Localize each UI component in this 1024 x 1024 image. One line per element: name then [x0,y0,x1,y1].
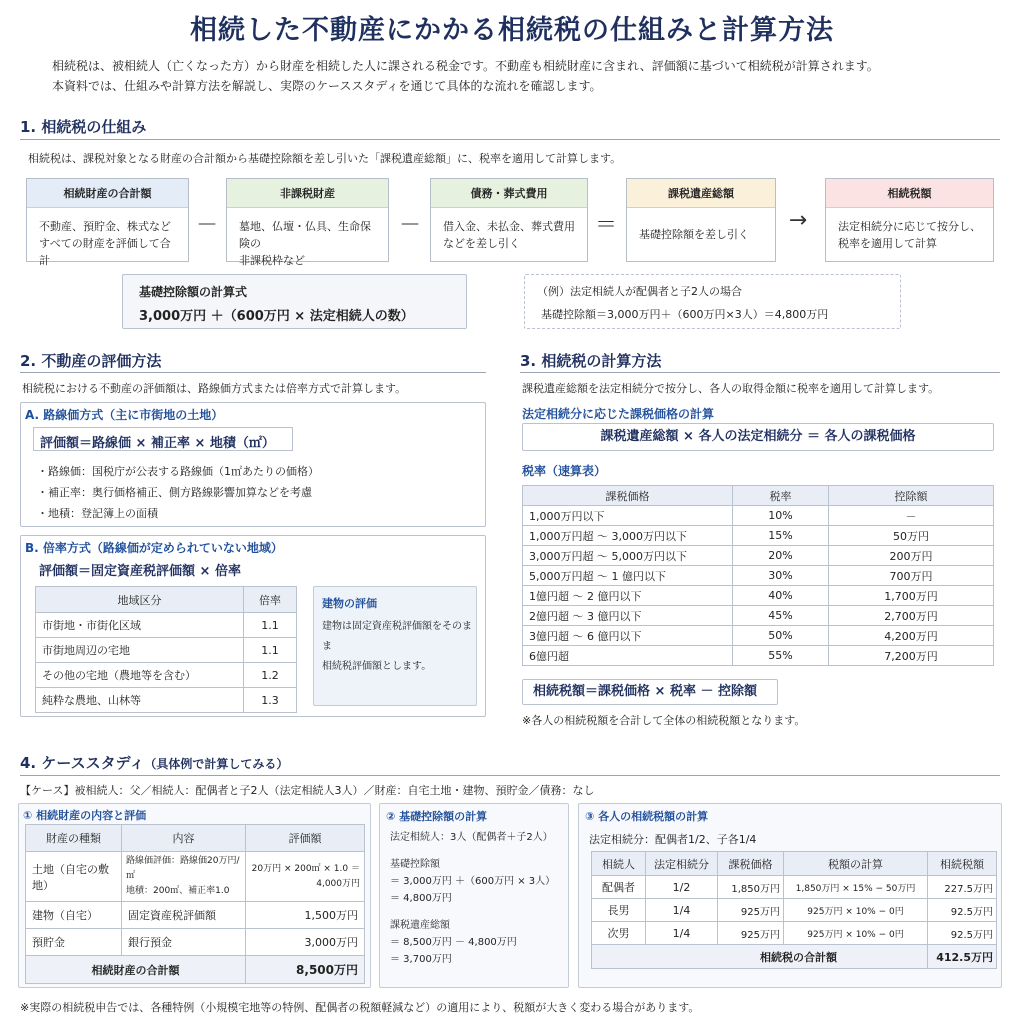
case-tax-table [591,851,997,969]
section-1-divider [20,139,1000,140]
table-row [523,506,994,526]
table-cell: 925万円 × 10% − 0円 [784,899,928,922]
table-cell: 1/2 [646,876,718,899]
table-cell: 92.5万円 [928,899,997,922]
table-cell: 預貯金 [26,929,122,956]
flow-box-inheritance-tax [825,178,994,262]
table-cell: 市街地・市街化区域 [36,613,244,638]
table-header: 倍率 [244,587,297,613]
cell-line: 4,000万円 [316,878,360,889]
table-cell: 1,000万円以下 [523,506,733,526]
table-cell: 3億円超 ～ 6 億円以下 [523,626,733,646]
table-cell: 925万円 [718,899,784,922]
table-cell: 建物（自宅） [26,902,122,929]
table-row [36,638,297,663]
multiplier-method-box [20,535,486,717]
table-cell: 配偶者 [592,876,646,899]
tax-rate-table [522,485,994,666]
taxable-estate-line: ＝ 8,500万円 － 4,800万円 [390,937,517,948]
flow-box-text: などを差し引く [443,237,520,250]
section-2-divider [20,372,486,373]
share-calc-title: 法定相続分に応じた課税価格の計算 [522,407,715,421]
statutory-shares: 法定相続分：配偶者1/2、子各1/4 [589,833,757,846]
route-price-item: ・地積：登記簿上の面積 [37,507,158,520]
table-cell: 50% [733,626,829,646]
flow-box-text: 不動産、預貯金、株式など [39,220,171,233]
multiplier-title: B. 倍率方式（路線価が定められていない地域） [25,541,283,555]
table-cell: 3,000万円超 ～ 5,000万円以下 [523,546,733,566]
minus-operator: － [195,213,218,238]
table-header: 地域区分 [36,587,244,613]
table-cell: 92.5万円 [928,922,997,945]
route-price-formula: 評価額＝路線価 × 補正率 × 地積（㎡） [33,427,293,451]
table-cell: 15% [733,526,829,546]
section-4-heading [20,752,288,773]
table-cell: 1/4 [646,922,718,945]
table-header: 相続税額 [928,852,997,876]
table-cell: 55% [733,646,829,666]
table-row [36,663,297,688]
route-price-title: A. 路線価方式（主に市街地の土地） [25,408,224,422]
table-header: 税額の計算 [784,852,928,876]
table-cell: 銀行預金 [122,929,246,956]
building-valuation-text: 相続税評価額とします。 [322,661,432,672]
example-title: （例）法定相続人が配偶者と子2人の場合 [537,285,742,298]
flow-box-title: 債務・葬式費用 [431,179,587,208]
route-price-item: ・路線価：国税庁が公表する路線価（1㎡あたりの価格） [37,465,319,478]
table-cell: 30% [733,566,829,586]
table-cell: 2億円超 ～ 3 億円以下 [523,606,733,626]
table-cell: 40% [733,586,829,606]
total-value: 412.5万円 [928,945,997,969]
table-cell: 市街地周辺の宅地 [36,638,244,663]
table-row [523,586,994,606]
table-cell: 4,200万円 [829,626,994,646]
table-row [523,546,994,566]
total-label: 相続税の合計額 [592,945,928,969]
flow-box-debts [430,178,588,262]
section-4-divider [20,775,1000,776]
table-cell: 次男 [592,922,646,945]
cell-line: 20万円 × 200㎡ × 1.0 ＝ [251,863,360,874]
tax-total-note: ※各人の相続税額を合計して全体の相続税額となります。 [522,714,806,727]
section-4-title: 4. ケーススタディ [20,754,145,772]
table-row [592,876,997,899]
table-row [592,899,997,922]
section-4-subtitle: （具体例で計算してみる） [144,757,289,771]
table-cell: 1,500万円 [246,902,365,929]
deduction-label: 基礎控除額 [390,859,440,870]
case-tax-panel [578,803,1002,988]
case-deduction-panel [379,803,569,988]
table-cell [246,852,365,902]
section-3-heading: 3. 相続税の計算方法 [520,352,662,370]
case-description: 【ケース】被相続人：父／相続人：配偶者と子2人（法定相続人3人）／財産：自宅土地・建物、預貯金／債務：なし [20,784,595,797]
basic-deduction-example-box [524,274,901,329]
section-2-description: 相続税における不動産の評価額は、路線価方式または倍率方式で計算します。 [22,382,407,395]
table-cell: 10% [733,506,829,526]
table-cell: 土地（自宅の敷地） [26,852,122,902]
table-header: 法定相続分 [646,852,718,876]
intro-line-2: 本資料では、仕組みや計算方法を解説し、実際のケーススタディを通じて具体的な流れを確認します。 [52,79,602,93]
table-header: 財産の種類 [26,825,122,852]
flow-box-non-taxable [226,178,389,267]
table-cell: その他の宅地（農地等を含む） [36,663,244,688]
flow-box-title: 課税遺産総額 [627,179,775,208]
table-row [523,566,994,586]
table-row [523,526,994,546]
table-cell: 925万円 [718,922,784,945]
minus-operator: － [398,213,421,238]
intro-line-1: 相続税は、被相続人（亡くなった方）から財産を相続した人に課される税金です。不動産も相続財産に含まれ、評価額に基づいて相続税が計算されます。 [52,59,879,73]
table-cell: 1.3 [244,688,297,713]
table-cell: 50万円 [829,526,994,546]
table-row [26,929,365,956]
table-cell: 固定資産税評価額 [122,902,246,929]
route-price-method-box [20,402,486,527]
cell-line: 地積：200㎡、補正率1.0 [126,886,230,896]
tax-amount-formula: 相続税額＝課税価格 × 税率 － 控除額 [522,679,778,705]
building-valuation-title: 建物の評価 [322,597,377,610]
table-cell: 925万円 × 10% − 0円 [784,922,928,945]
equals-operator: ＝ [594,213,617,238]
flow-box-text: 基礎控除額を差し引く [639,228,749,241]
taxable-estate-line: ＝ 3,700万円 [390,954,452,965]
section-3-description: 課税遺産総額を法定相続分で按分し、各人の取得金額に税率を適用して計算します。 [522,382,940,395]
table-cell: 5,000万円超 ～ 1 億円以下 [523,566,733,586]
table-total-row [592,945,997,969]
table-cell: 1,850万円 [718,876,784,899]
cell-line: 路線価評価：路線価20万円/㎡ [126,856,240,881]
basic-deduction-title: 基礎控除額の計算式 [139,285,248,299]
taxable-estate-label: 課税遺産総額 [390,920,450,931]
table-cell: 1.2 [244,663,297,688]
table-cell: 1/4 [646,899,718,922]
deduction-line: ＝ 3,000万円 ＋（600万円 × 3人） [390,876,556,887]
section-2-heading: 2. 不動産の評価方法 [20,352,162,370]
table-cell: 純粋な農地、山林等 [36,688,244,713]
page-title: 相続した不動産にかかる相続税の仕組みと計算方法 [190,15,834,46]
table-cell: 700万円 [829,566,994,586]
basic-deduction-formula: 3,000万円 ＋（600万円 × 法定相続人の数） [139,309,414,324]
table-header: 内容 [122,825,246,852]
table-row [36,613,297,638]
table-cell: 7,200万円 [829,646,994,666]
table-row [523,606,994,626]
table-cell: 227.5万円 [928,876,997,899]
table-row [36,688,297,713]
table-cell: 20% [733,546,829,566]
section-3-divider [520,372,1000,373]
table-cell [122,852,246,902]
arrow-right-icon: → [788,208,808,233]
total-label: 相続財産の合計額 [26,956,246,984]
flow-box-title: 相続税額 [826,179,993,208]
footer-note: ※実際の相続税申告では、各種特例（小規模宅地等の特例、配偶者の税額軽減など）の適用により、税額が大きく変わる場合があります。 [20,1001,700,1014]
table-cell: 200万円 [829,546,994,566]
table-header: 評価額 [246,825,365,852]
example-body: 基礎控除額＝3,000万円＋（600万円×3人）＝4,800万円 [541,308,829,321]
case-assets-table [25,824,365,984]
table-header: 控除額 [829,486,994,506]
route-price-item: ・補正率：奥行価格補正、側方路線影響加算などを考慮 [37,486,312,499]
deduction-line: ＝ 4,800万円 [390,893,452,904]
building-valuation-text: 建物は固定資産税評価額をそのまま [322,621,472,652]
section-1-heading: 1. 相続税の仕組み [20,118,147,136]
flow-box-text: 借入金、未払金、葬式費用 [443,220,575,233]
table-cell: 1億円超 ～ 2 億円以下 [523,586,733,606]
table-row [26,902,365,929]
case-assets-title: ① 相続財産の内容と評価 [23,809,147,822]
table-cell: 長男 [592,899,646,922]
building-valuation-note [313,586,477,706]
table-cell: － [829,506,994,526]
intro-text [52,56,992,96]
table-row [26,852,365,902]
table-header: 税率 [733,486,829,506]
flow-box-text: 非課税枠など [239,254,305,267]
heirs-count: 法定相続人：3人（配偶者＋子2人） [390,832,553,843]
table-total-row [26,956,365,984]
flow-box-text: すべての財産を評価して合計 [39,237,171,267]
table-cell: 1,000万円超 ～ 3,000万円以下 [523,526,733,546]
multiplier-formula: 評価額＝固定資産税評価額 × 倍率 [39,564,241,579]
table-row [592,922,997,945]
table-cell: 3,000万円 [246,929,365,956]
tax-rate-table-title: 税率（速算表） [522,464,607,478]
table-cell: 1,850万円 × 15% − 50万円 [784,876,928,899]
flow-box-text: 墓地、仏壇・仏具、生命保険の [239,220,371,250]
flow-box-title: 相続財産の合計額 [27,179,188,208]
table-cell: 1,700万円 [829,586,994,606]
table-cell: 45% [733,606,829,626]
flow-box-text: 税率を適用して計算 [838,237,937,250]
table-cell: 1.1 [244,638,297,663]
table-cell: 2,700万円 [829,606,994,626]
section-1-description: 相続税は、課税対象となる財産の合計額から基礎控除額を差し引いた「課税遺産総額」に、税率を適用して計算します。 [28,152,622,165]
table-cell: 1.1 [244,613,297,638]
flow-box-taxable-estate [626,178,776,262]
table-header: 課税価格 [718,852,784,876]
basic-deduction-formula-box [122,274,467,329]
case-tax-title: ③ 各人の相続税額の計算 [585,810,709,823]
table-row [523,646,994,666]
case-assets-panel [18,803,371,988]
table-cell: 6億円超 [523,646,733,666]
share-calc-formula: 課税遺産総額 × 各人の法定相続分 ＝ 各人の課税価格 [522,423,994,451]
flow-box-title: 非課税財産 [227,179,388,208]
table-header: 相続人 [592,852,646,876]
total-value: 8,500万円 [246,956,365,984]
table-header: 課税価格 [523,486,733,506]
multiplier-table [35,586,297,713]
case-deduction-title: ② 基礎控除額の計算 [386,810,488,823]
flow-box-text: 法定相続分に応じて按分し、 [838,220,981,233]
table-row [523,626,994,646]
flow-box-total-assets [26,178,189,267]
